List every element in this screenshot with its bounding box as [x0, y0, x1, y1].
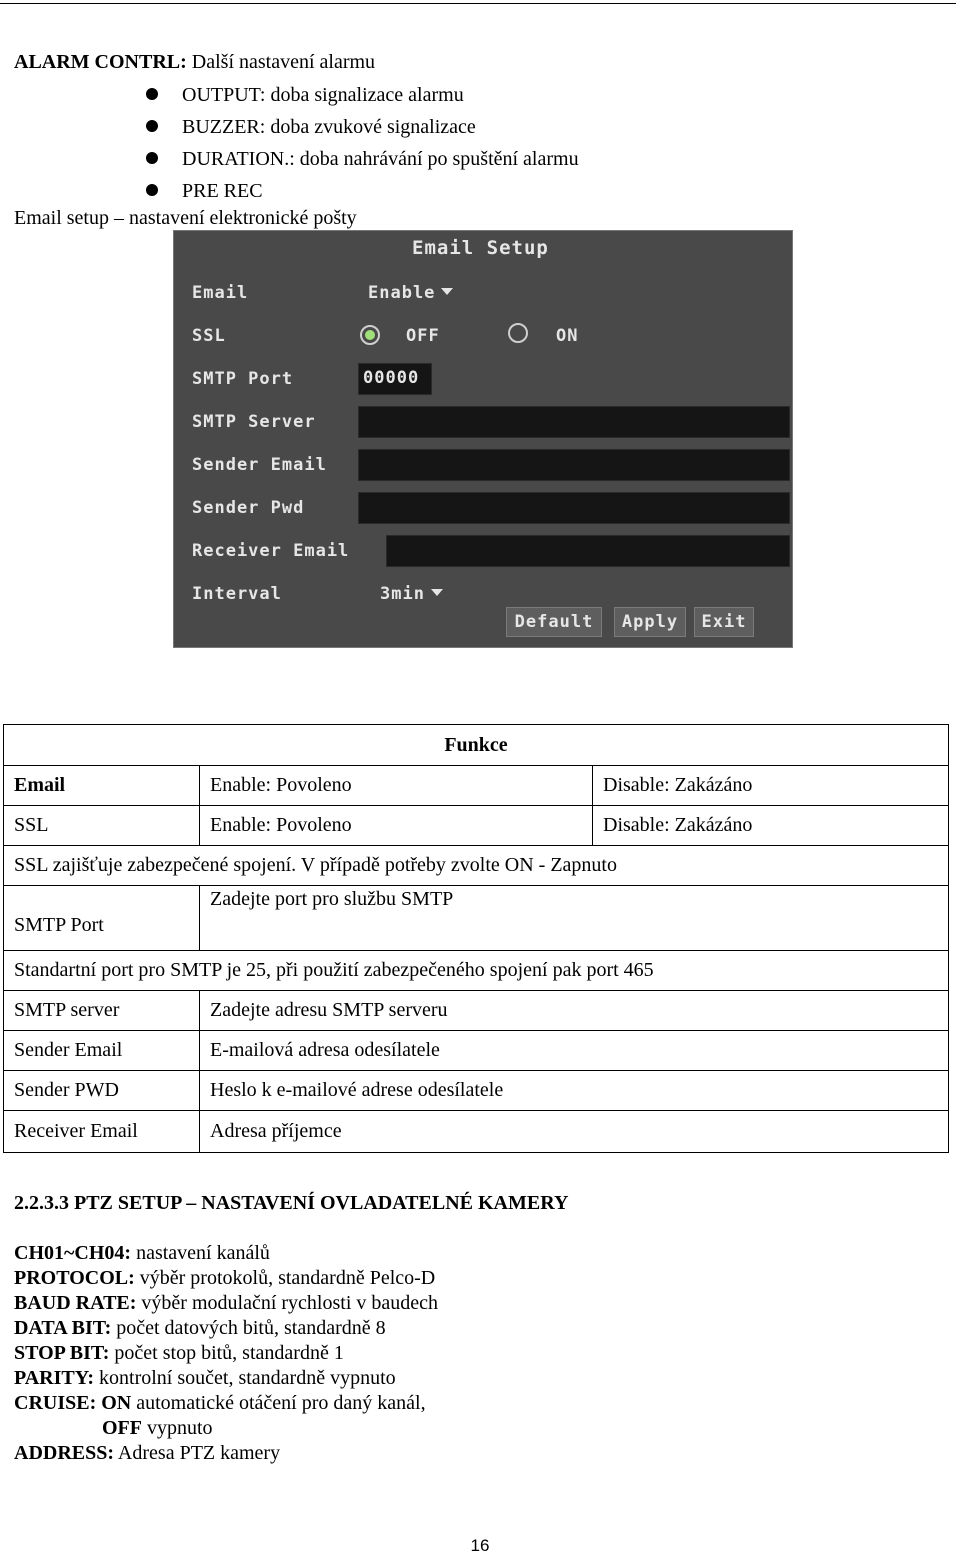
table-header: Funkce: [4, 725, 949, 766]
label-smtp-server: SMTP Server: [192, 412, 316, 432]
label-email: Email: [192, 283, 249, 303]
interval-dropdown[interactable]: 3min: [380, 584, 443, 604]
ptz-item-cruise-off: OFF vypnuto: [102, 1417, 213, 1439]
chevron-down-icon: [441, 288, 453, 295]
function-table: [3, 724, 949, 1153]
label-receiver-email: Receiver Email: [192, 541, 350, 561]
ptz-item-address: ADDRESS: Adresa PTZ kamery: [14, 1442, 281, 1464]
table-row: Receiver Email Adresa příjemce: [4, 1111, 949, 1153]
bullet-duration: DURATION.: doba nahrávání po spuštění alarmu: [146, 147, 579, 171]
label-interval: Interval: [192, 584, 282, 604]
table-row: SSL Enable: Povoleno Disable: Zakázáno: [4, 806, 949, 846]
ssl-on-radio[interactable]: [508, 323, 528, 343]
default-button[interactable]: Default: [506, 607, 602, 637]
apply-button[interactable]: Apply: [614, 607, 686, 637]
table-row: Sender Email E-mailová adresa odesílatele: [4, 1031, 949, 1071]
ssl-on-label: ON: [556, 326, 579, 346]
email-dropdown[interactable]: Enable: [368, 283, 453, 303]
page-number: 16: [470, 1536, 490, 1555]
sender-pwd-input[interactable]: [358, 492, 790, 524]
dvr-title: Email Setup: [412, 237, 549, 259]
ptz-item-parity: PARITY: kontrolní součet, standardně vypnuto: [14, 1367, 396, 1389]
email-setup-screenshot: [173, 230, 793, 648]
table-row: Email Enable: Povoleno Disable: Zakázáno: [4, 766, 949, 806]
label-sender-pwd: Sender Pwd: [192, 498, 305, 518]
ssl-off-label: OFF: [406, 326, 440, 346]
sender-email-input[interactable]: [358, 449, 790, 481]
smtp-port-input[interactable]: 00000: [358, 363, 432, 395]
exit-button[interactable]: Exit: [694, 607, 754, 637]
ptz-item-baud: BAUD RATE: výběr modulační rychlosti v baudech: [14, 1292, 439, 1314]
bullet-output: OUTPUT: doba signalizace alarmu: [146, 83, 464, 107]
ptz-item-databit: DATA BIT: počet datových bitů, standardně 8: [14, 1317, 386, 1339]
ptz-item-channels: CH01~CH04: nastavení kanálů: [14, 1242, 270, 1264]
chevron-down-icon: [431, 589, 443, 596]
port-note: Standartní port pro SMTP je 25, při použití zabezpečeného spojení pak port 465: [4, 951, 949, 991]
label-sender-email: Sender Email: [192, 455, 327, 475]
ptz-item-protocol: PROTOCOL: výběr protokolů, standardně Pelco-D: [14, 1267, 436, 1289]
bullet-buzzer: BUZZER: doba zvukové signalizace: [146, 115, 476, 139]
receiver-email-input[interactable]: [386, 535, 790, 567]
table-row: SMTP server Zadejte adresu SMTP serveru: [4, 991, 949, 1031]
ssl-off-radio[interactable]: [360, 325, 380, 345]
ssl-note: SSL zajišťuje zabezpečené spojení. V případě potřeby zvolte ON - Zapnuto: [4, 846, 949, 886]
ptz-item-cruise: CRUISE: ON automatické otáčení pro daný kanál,: [14, 1392, 426, 1414]
email-setup-heading: Email setup – nastavení elektronické pošty: [14, 207, 357, 229]
ptz-heading: 2.2.3.3 PTZ SETUP – NASTAVENÍ OVLADATELNÉ KAMERY: [14, 1192, 569, 1214]
table-row: SMTP Port Zadejte port pro službu SMTP: [4, 886, 949, 951]
table-row: Sender PWD Heslo k e-mailové adrese odesílatele: [4, 1071, 949, 1111]
label-ssl: SSL: [192, 326, 226, 346]
top-rule: [0, 3, 956, 4]
label-smtp-port: SMTP Port: [192, 369, 294, 389]
alarm-heading: ALARM CONTRL: Další nastavení alarmu: [14, 51, 376, 73]
bullet-prerec: PRE REC: [146, 179, 263, 203]
ptz-item-stopbit: STOP BIT: počet stop bitů, standardně 1: [14, 1342, 344, 1364]
smtp-server-input[interactable]: [358, 406, 790, 438]
